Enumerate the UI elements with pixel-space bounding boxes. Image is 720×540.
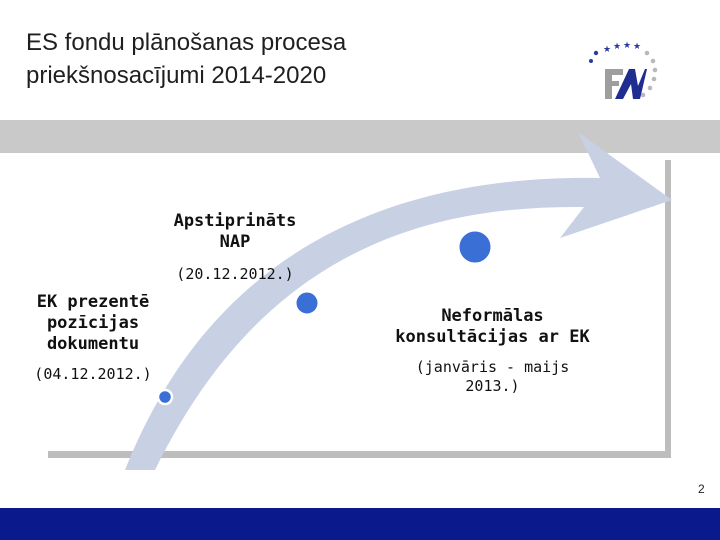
milestone-date: (20.12.2012.) xyxy=(176,265,294,283)
milestone-title: Apstiprināts NAP xyxy=(173,211,297,252)
milestone-title: Neformālas konsultācijas ar EK xyxy=(395,306,590,347)
svg-text:★: ★ xyxy=(623,41,632,51)
slide-title-line-1: ES fondu plānošanas procesa xyxy=(26,29,347,56)
milestone-title: EK prezentē pozīcijas dokumentu xyxy=(36,292,150,354)
slide-title-line-2: priekšnosacījumi 2014-2020 xyxy=(26,62,327,89)
milestone-label-consultations xyxy=(385,306,600,396)
timeline-milestone-dot-3 xyxy=(458,230,492,264)
timeline-arrow xyxy=(125,132,672,470)
milestone-date: (janvāris - maijs 2013.) xyxy=(415,358,570,395)
milestone-label-nap xyxy=(160,211,310,284)
svg-text:★: ★ xyxy=(603,45,612,55)
milestone-date: (04.12.2012.) xyxy=(34,365,152,383)
milestone-label-ek-position xyxy=(18,292,168,384)
page-number: 2 xyxy=(698,482,705,496)
svg-text:★: ★ xyxy=(613,42,622,52)
timeline-milestone-dot-2 xyxy=(295,291,319,315)
timeline-milestone-dot-1 xyxy=(158,390,172,404)
svg-text:★: ★ xyxy=(633,42,642,52)
footer-bar xyxy=(0,508,720,540)
